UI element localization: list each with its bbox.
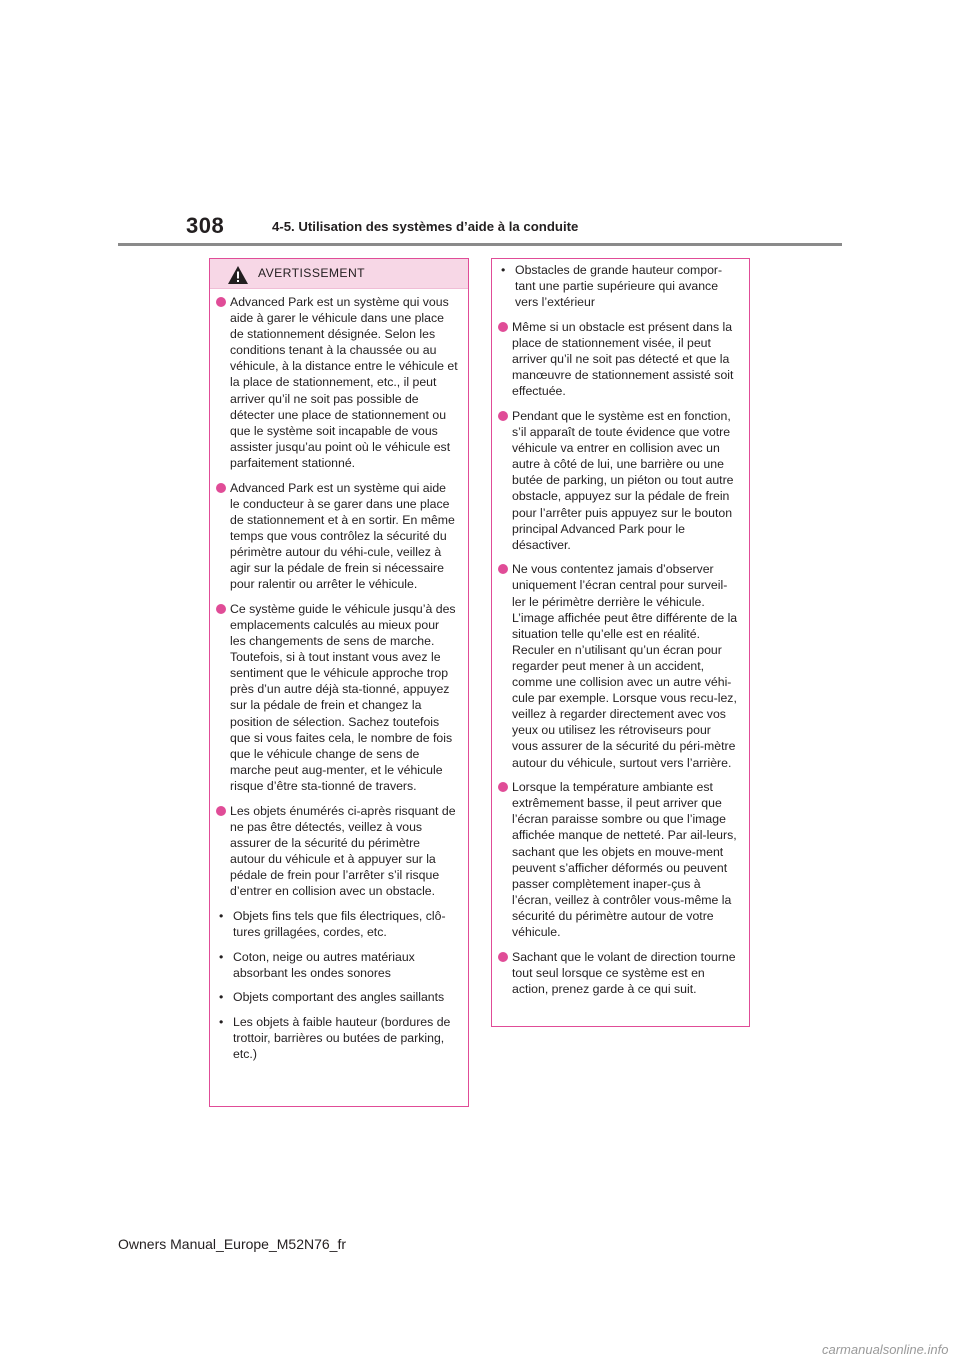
warning-bullet-item [498, 779, 739, 940]
page-number: 308 [186, 213, 225, 238]
warning-left-content [210, 289, 468, 1062]
warning-bullet-item [498, 319, 739, 399]
warning-bullet-item [216, 803, 458, 900]
item-text: Ce système guide le véhicule jusqu’à des emplacements calculés au mieux pour les changements de sens de marche. Toutefois, si à tout instant vous avez le sentiment que le véhicule approche trop près d’un autre déjà sta-tionné, appuyez sur la pédale de frein et changez la position de sélection. Sachez toutefois que si vous faites cela, le nombre de fois que le véhicule change de sens de marche peut aug-menter, et le véhicule risque d’être sta-tionné de travers. [230, 601, 456, 793]
warning-triangle-icon [227, 265, 249, 285]
bullet-dot-icon [216, 806, 226, 816]
warning-sub-item [218, 949, 458, 981]
warning-box-right [491, 258, 750, 1027]
bullet-dot-icon [498, 411, 508, 421]
bullet-dot-icon [216, 604, 226, 614]
bullet-dot-icon [498, 322, 508, 332]
warning-bullet-item [498, 561, 739, 770]
manual-footer: Owners Manual_Europe_M52N76_fr [118, 1236, 347, 1252]
item-text: Lorsque la température ambiante est extrêmement basse, il peut arriver que l’écran paraisse sombre ou que l’image affichée manque de netteté. Par ail-leurs, sachant que les objets en mouve-ment peuvent s’afficher déformés ou peuvent passer complètement inaper-çus à l’écran, veillez à contrôler vous-même la sécurité du périmètre autour de votre véhicule. [512, 780, 737, 940]
item-text: Les objets à faible hauteur (bordures de trottoir, barrières ou butées de parking, etc.) [233, 1015, 451, 1062]
warning-right-content [492, 259, 749, 997]
item-text: Même si un obstacle est présent dans la place de stationnement visée, il peut arriver qu’il ne soit pas détecté et que la manœuvre de stationnement assisté soit effectuée. [512, 319, 734, 399]
warning-heading: AVERTISSEMENT [258, 266, 366, 280]
item-text: Advanced Park est un système qui vous aide à garer le véhicule dans une place de stationnement désignée. Selon les conditions tenant à la chaussée ou au véhicule, à la distance entre le véhicule et la place de stationnement, etc., il peut arriver qu’il ne soit pas possible de détecter une place de stationnement ou que le système soit incapable de vous assister jusqu’au point où le véhicule est parfaitement stationné. [230, 295, 458, 470]
warning-bullet-item [216, 601, 458, 794]
item-text: Sachant que le volant de direction tourne tout seul lorsque ce système est en action, prenez garde à ce qui suit. [512, 949, 736, 996]
watermark: carmanualsonline.info [822, 1342, 949, 1357]
bullet-dot-icon [498, 952, 508, 962]
item-text: Objets fins tels que fils électriques, clô-tures grillagées, cordes, etc. [233, 908, 446, 939]
item-text: Advanced Park est un système qui aide le conducteur à se garer dans une place de stationnement et à en sortir. En même temps que vous contrôlez la sécurité du périmètre autour du véhi-cule, veillez à agir sur la pédale de frein si nécessaire pour ralentir ou arrêter le véhicule. [230, 480, 455, 592]
bullet-dot-icon [216, 297, 226, 307]
warning-bullet-item [498, 949, 739, 997]
warning-bullet-item [216, 480, 458, 593]
warning-sub-item [218, 908, 458, 940]
sub-bullet-icon: • [219, 990, 224, 1005]
sub-bullet-icon: • [219, 908, 224, 923]
sub-bullet-icon: • [219, 1015, 224, 1029]
bullet-dot-icon [216, 483, 226, 493]
header-divider [118, 243, 842, 246]
section-title: 4-5. Utilisation des systèmes d’aide à la conduite [272, 219, 579, 234]
item-text: Ne vous contentez jamais d’observer uniquement l’écran central pour surveil-ler le périmètre derrière le véhicule. L’image affichée peut être différente de la situation telle qu’elle est en réalité. Reculer en n’utilisant qu’un écran pour regarder peut mener à un accident, comme une collision avec un autre véhi-cule par exemple. Lorsque vous recu-lez, veillez à regarder directement avec vos yeux ou utilisez les rétroviseurs pour vous assurer de la sécurité du péri-mètre autour du véhicule, surtout vers l’arrière. [512, 562, 738, 770]
item-text: Les objets énumérés ci-après risquant de ne pas être détectés, veillez à vous assurer de la sécurité du périmètre autour du véhicule et à appuyer sur la pédale de frein pour l’arrêter s’il risque d’entrer en collision avec un obstacle. [230, 803, 456, 899]
warning-bullet-item [216, 294, 458, 471]
item-text: Objets comportant des angles saillants [233, 990, 445, 1005]
warning-sub-item [500, 262, 739, 310]
warning-bullet-item [498, 408, 739, 553]
sub-bullet-icon: • [219, 949, 224, 964]
bullet-dot-icon [498, 782, 508, 792]
sub-bullet-icon: • [501, 263, 506, 277]
item-text: Obstacles de grande hauteur compor-tant une partie supérieure qui avance vers l’extérieur [515, 263, 723, 310]
item-text: Coton, neige ou autres matériaux absorbant les ondes sonores [233, 949, 415, 980]
warning-box-left [209, 258, 469, 1107]
item-text: Pendant que le système est en fonction, s’il apparaît de toute évidence que votre véhicule va entrer en collision avec un autre à côté de lui, une barrière ou une butée de parking, un piéton ou tout autre obstacle, appuyez sur la pédale de frein pour l’arrêter puis appuyez sur le bouton principal Advanced Park pour le désactiver. [512, 408, 734, 552]
bullet-dot-icon [498, 564, 508, 574]
warning-sub-item [218, 1014, 458, 1062]
page-header [0, 0, 960, 250]
warning-sub-item [218, 989, 458, 1005]
warning-header [210, 259, 468, 289]
